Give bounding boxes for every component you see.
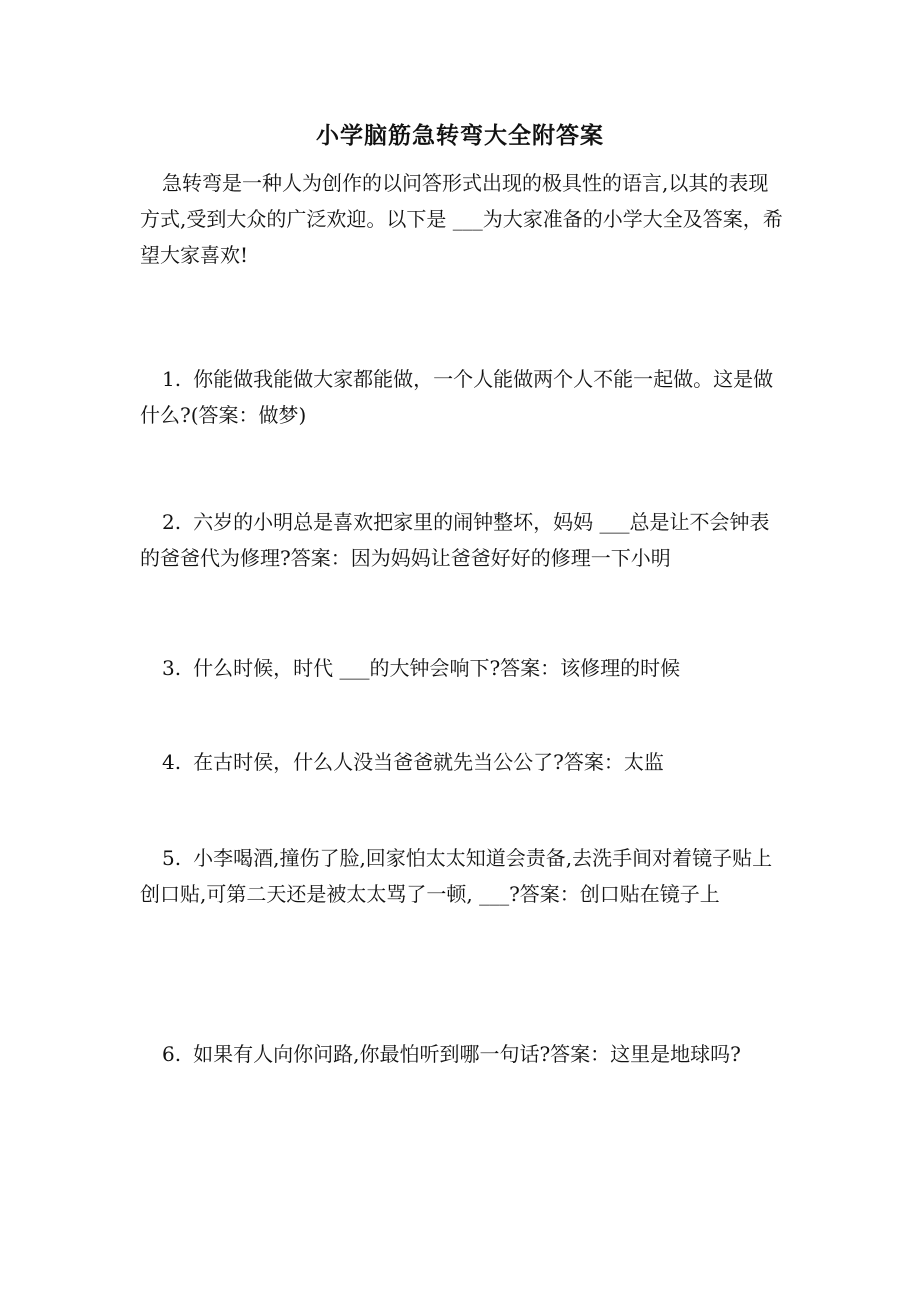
question-item bbox=[140, 504, 785, 576]
question-item bbox=[140, 744, 785, 780]
question-item bbox=[140, 650, 785, 686]
question-number: 6. bbox=[162, 1042, 182, 1066]
question-text: 小李喝酒,撞伤了脸,回家怕太太知道会责备,去洗手间对着镜子贴上创口贴,可第二天还是被太太骂了一顿, ___?答案：创口贴在镜子上 bbox=[140, 846, 773, 906]
question-number: 2. bbox=[162, 510, 182, 534]
question-number: 4. bbox=[162, 750, 182, 774]
intro-paragraph: 急转弯是一种人为创作的以问答形式出现的极具性的语言,以其的表现方式,受到大众的广泛欢迎。以下是 ___为大家准备的小学大全及答案，希望大家喜欢! bbox=[140, 171, 783, 267]
question-item bbox=[140, 361, 785, 433]
question-number: 5. bbox=[162, 846, 182, 870]
page-title: 小学脑筋急转弯大全附答案 bbox=[316, 122, 604, 149]
question-number: 3. bbox=[162, 656, 182, 680]
question-number: 1. bbox=[162, 367, 182, 391]
question-text: 如果有人向你问路,你最怕听到哪一句话?答案：这里是地球吗? bbox=[193, 1042, 741, 1066]
question-item bbox=[140, 840, 785, 912]
question-text: 在古时侯，什么人没当爸爸就先当公公了?答案：太监 bbox=[193, 750, 664, 774]
question-text: 你能做我能做大家都能做，一个人能做两个人不能一起做。这是做什么?(答案：做梦) bbox=[140, 367, 774, 427]
question-text: 什么时候，时代 ___的大钟会响下?答案：该修理的时候 bbox=[193, 656, 681, 680]
question-item bbox=[140, 1036, 800, 1072]
question-text: 六岁的小明总是喜欢把家里的闹钟整坏，妈妈 ___总是让不会钟表的爸爸代为修理?答案：因为妈妈让爸爸好好的修理一下小明 bbox=[140, 510, 770, 570]
